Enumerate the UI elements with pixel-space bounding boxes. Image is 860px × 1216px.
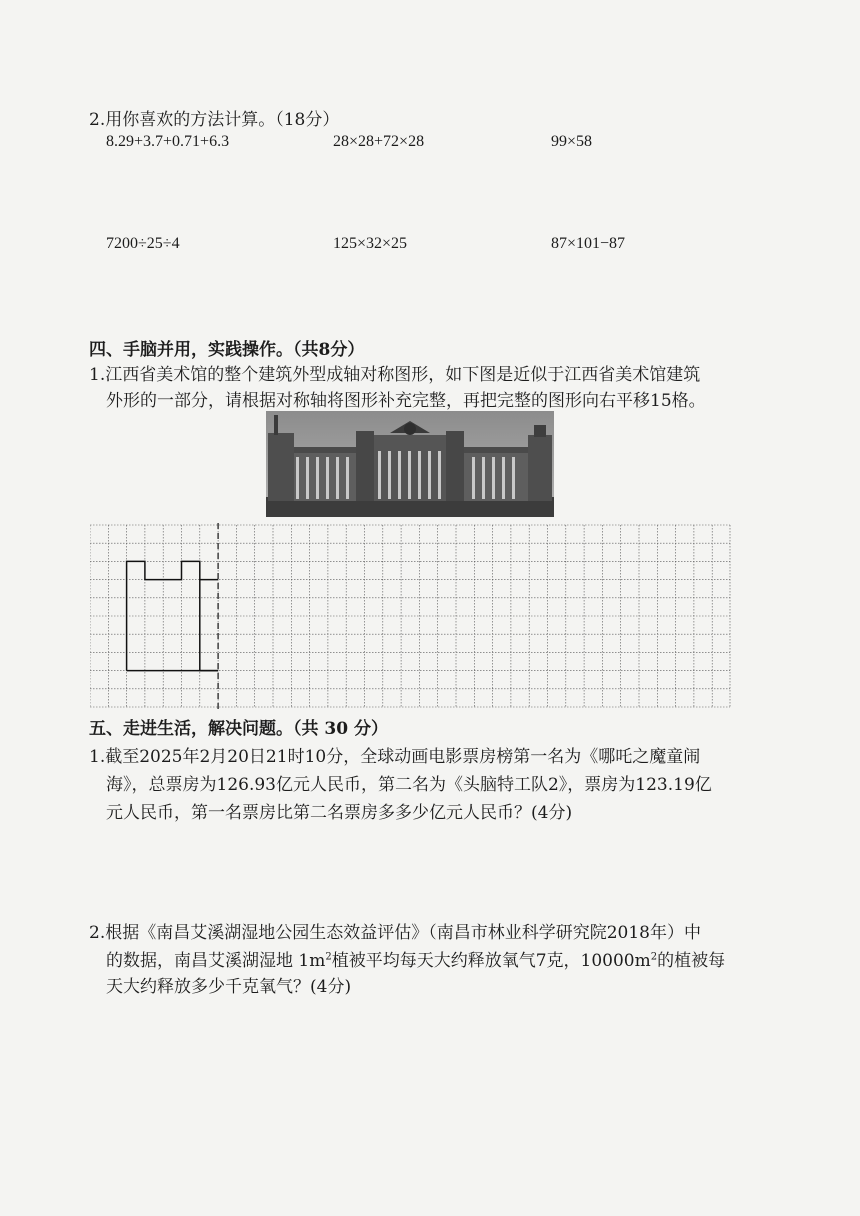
q2-line2-part-a: 的数据，南昌艾溪湖湿地 1m [106, 951, 326, 971]
section5-heading: 五、走进生活，解决问题。（共 30 分） [89, 719, 388, 739]
drawing-grid [90, 523, 732, 713]
section5-q1-line2: 海》，总票房为126.93亿元人民币，第二名为《头脑特工队2》，票房为123.19亿 [106, 775, 712, 795]
expr-2: 28×28+72×28 [333, 133, 425, 150]
expr-1: 8.29+3.7+0.71+6.3 [106, 133, 230, 150]
q2-line2-part-c: 的植被每 [657, 951, 726, 971]
section4-heading: 四、手脑并用，实践操作。（共8分） [89, 340, 365, 360]
sup-squared-1: 2 [325, 951, 332, 963]
q2-line2-part-b: 植被平均每天大约释放氧气7克，10000m [331, 951, 651, 971]
section5-q1-line1: 1.截至2025年2月20日21时10分，全球动画电影票房榜第一名为《哪吒之魔童闹 [89, 747, 701, 767]
section4-q1-line1: 1.江西省美术馆的整个建筑外型成轴对称图形，如下图是近似于江西省美术馆建筑 [89, 365, 701, 385]
section5-q2-line2 [106, 946, 725, 971]
section5-q2-line3: 天大约释放多少千克氧气？(4分) [106, 977, 352, 997]
q2-title: 2.用你喜欢的方法计算。（18分） [89, 110, 340, 130]
art-museum-illustration [266, 411, 554, 517]
expr-5: 125×32×25 [333, 235, 408, 252]
section5-q2-line1: 2.根据《南昌艾溪湖湿地公园生态效益评估》（南昌市林业科学研究院2018年）中 [89, 923, 701, 943]
grid-svg [90, 523, 732, 709]
section5-q1-line3: 元人民币，第一名票房比第二名票房多多少亿元人民币？(4分) [106, 803, 573, 823]
expr-3: 99×58 [551, 133, 593, 150]
sup-squared-2: 2 [650, 951, 658, 963]
art-museum-photo [266, 411, 554, 517]
expr-6: 87×101−87 [551, 235, 626, 252]
expr-4: 7200÷25÷4 [106, 235, 180, 252]
section4-q1-line2: 外形的一部分，请根据对称轴将图形补充完整，再把完整的图形向右平移15格。 [106, 391, 706, 411]
